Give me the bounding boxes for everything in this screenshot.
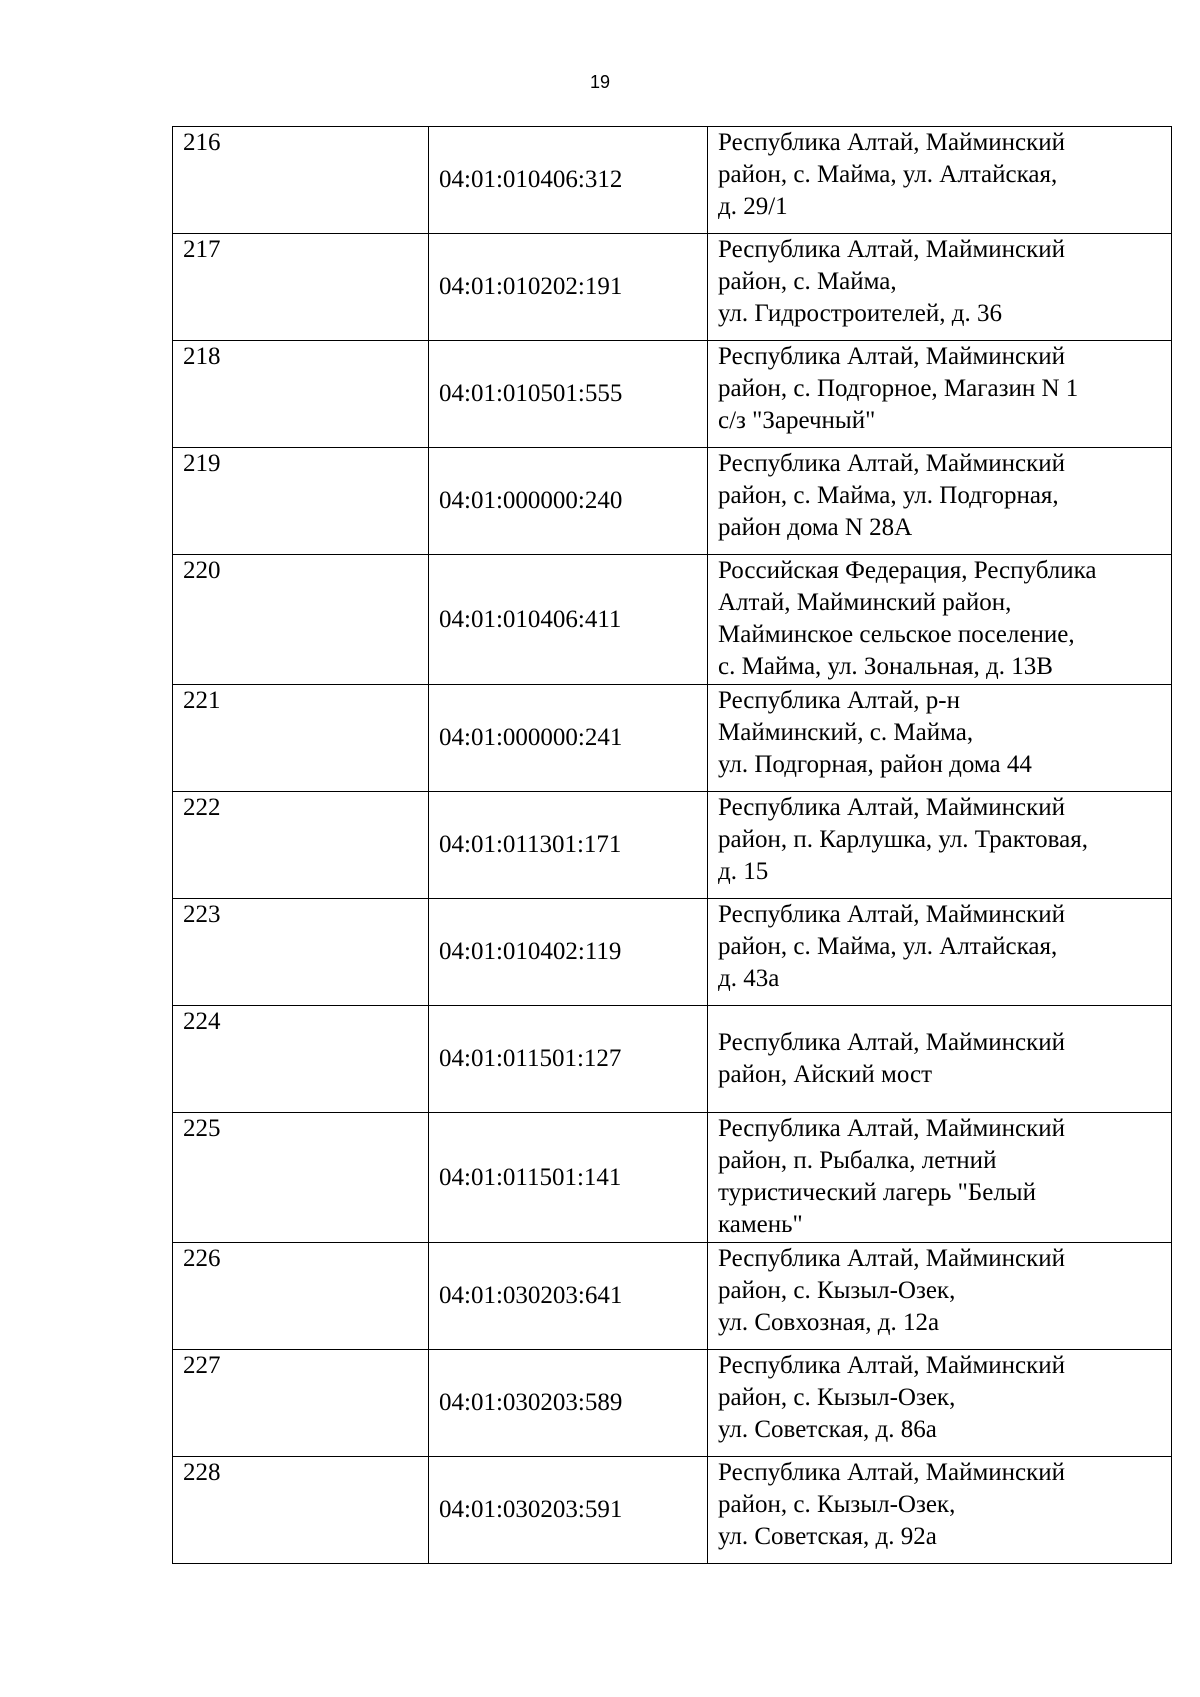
address-line: Майминский, с. Майма, xyxy=(718,719,974,746)
registry-table-body xyxy=(173,127,1172,1564)
row-number: 216 xyxy=(173,127,429,234)
table-row xyxy=(173,341,1172,448)
address-line: д. 43а xyxy=(718,965,780,992)
address-cell xyxy=(708,127,1172,234)
address-cell xyxy=(708,1113,1172,1243)
cadastral-number: 04:01:030203:589 xyxy=(429,1350,708,1457)
cadastral-number: 04:01:030203:641 xyxy=(429,1243,708,1350)
address-cell xyxy=(708,448,1172,555)
address-line: Российская Федерация, Республика xyxy=(718,557,1097,584)
address-line: район, с. Кызыл-Озек, xyxy=(718,1491,956,1518)
address-line: район дома N 28А xyxy=(718,514,913,541)
address-line: камень" xyxy=(718,1211,803,1238)
cadastral-number: 04:01:011301:171 xyxy=(429,792,708,899)
row-number: 221 xyxy=(173,685,429,792)
address-cell xyxy=(708,1457,1172,1564)
address-line: Республика Алтай, Майминский xyxy=(718,1459,1066,1486)
address-line: район, п. Рыбалка, летний xyxy=(718,1147,997,1174)
address-cell xyxy=(708,685,1172,792)
registry-table xyxy=(172,126,1172,1564)
address-line: ул. Гидростроителей, д. 36 xyxy=(718,300,1002,327)
address-line: район, с. Подгорное, Магазин N 1 xyxy=(718,375,1079,402)
address-cell xyxy=(708,234,1172,341)
address-line: район, Айский мост xyxy=(718,1061,933,1088)
row-number: 219 xyxy=(173,448,429,555)
address-line: Республика Алтай, р-н xyxy=(718,687,960,714)
address-line: район, с. Кызыл-Озек, xyxy=(718,1384,956,1411)
address-line: Республика Алтай, Майминский xyxy=(718,129,1066,156)
row-number: 217 xyxy=(173,234,429,341)
address-line: д. 15 xyxy=(718,858,769,885)
cadastral-number: 04:01:011501:127 xyxy=(429,1006,708,1113)
address-line: ул. Советская, д. 86а xyxy=(718,1416,937,1443)
row-number: 228 xyxy=(173,1457,429,1564)
table-row xyxy=(173,1457,1172,1564)
address-line: Республика Алтай, Майминский xyxy=(718,1352,1066,1379)
address-cell xyxy=(708,899,1172,1006)
address-cell xyxy=(708,555,1172,685)
address-cell xyxy=(708,341,1172,448)
address-line: с/з "Заречный" xyxy=(718,407,876,434)
address-line: ул. Советская, д. 92а xyxy=(718,1523,937,1550)
table-row xyxy=(173,1350,1172,1457)
table-row xyxy=(173,234,1172,341)
address-line: район, с. Майма, xyxy=(718,268,897,295)
address-cell xyxy=(708,1243,1172,1350)
cadastral-number: 04:01:000000:240 xyxy=(429,448,708,555)
row-number: 227 xyxy=(173,1350,429,1457)
table-row xyxy=(173,1113,1172,1243)
address-line: Республика Алтай, Майминский xyxy=(718,1245,1066,1272)
cadastral-number: 04:01:010406:411 xyxy=(429,555,708,685)
address-line: район, с. Кызыл-Озек, xyxy=(718,1277,956,1304)
address-line: район, с. Майма, ул. Подгорная, xyxy=(718,482,1059,509)
address-line: с. Майма, ул. Зональная, д. 13В xyxy=(718,653,1053,680)
table-row xyxy=(173,1243,1172,1350)
cadastral-number: 04:01:000000:241 xyxy=(429,685,708,792)
cadastral-number: 04:01:030203:591 xyxy=(429,1457,708,1564)
address-line: туристический лагерь "Белый xyxy=(718,1179,1036,1206)
cadastral-number: 04:01:010402:119 xyxy=(429,899,708,1006)
address-line: Республика Алтай, Майминский xyxy=(718,450,1066,477)
address-line: ул. Совхозная, д. 12а xyxy=(718,1309,940,1336)
table-row xyxy=(173,1006,1172,1113)
address-line: Республика Алтай, Майминский xyxy=(718,901,1066,928)
cadastral-number: 04:01:011501:141 xyxy=(429,1113,708,1243)
cadastral-number: 04:01:010202:191 xyxy=(429,234,708,341)
table-row xyxy=(173,792,1172,899)
page-number: 19 xyxy=(589,72,611,92)
row-number: 225 xyxy=(173,1113,429,1243)
address-line: д. 29/1 xyxy=(718,193,788,220)
address-line: Алтай, Майминский район, xyxy=(718,589,1012,616)
address-line: район, с. Майма, ул. Алтайская, xyxy=(718,161,1058,188)
row-number: 224 xyxy=(173,1006,429,1113)
address-cell xyxy=(708,1350,1172,1457)
row-number: 220 xyxy=(173,555,429,685)
address-line: Республика Алтай, Майминский xyxy=(718,1115,1066,1142)
address-line: район, с. Майма, ул. Алтайская, xyxy=(718,933,1058,960)
address-line: Республика Алтай, Майминский xyxy=(718,343,1066,370)
address-line: Майминское сельское поселение, xyxy=(718,621,1075,648)
address-line: район, п. Карлушка, ул. Трактовая, xyxy=(718,826,1088,853)
address-line: Республика Алтай, Майминский xyxy=(718,1029,1066,1056)
address-line: Республика Алтай, Майминский xyxy=(718,794,1066,821)
cadastral-number: 04:01:010406:312 xyxy=(429,127,708,234)
cadastral-number: 04:01:010501:555 xyxy=(429,341,708,448)
row-number: 218 xyxy=(173,341,429,448)
address-cell xyxy=(708,1006,1172,1113)
address-line: Республика Алтай, Майминский xyxy=(718,236,1066,263)
address-line: ул. Подгорная, район дома 44 xyxy=(718,751,1032,778)
table-row xyxy=(173,899,1172,1006)
row-number: 222 xyxy=(173,792,429,899)
table-row xyxy=(173,448,1172,555)
row-number: 226 xyxy=(173,1243,429,1350)
row-number: 223 xyxy=(173,899,429,1006)
table-row xyxy=(173,127,1172,234)
table-row xyxy=(173,555,1172,685)
address-cell xyxy=(708,792,1172,899)
table-row xyxy=(173,685,1172,792)
